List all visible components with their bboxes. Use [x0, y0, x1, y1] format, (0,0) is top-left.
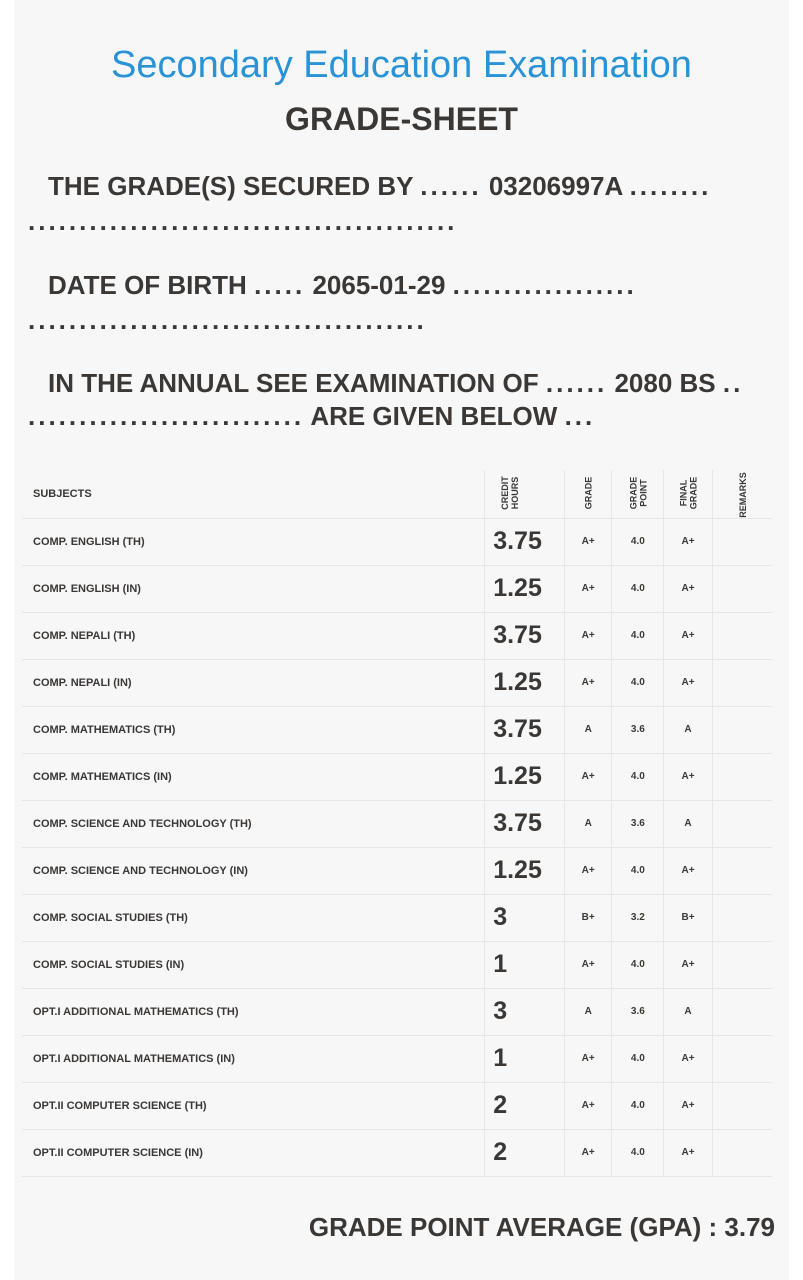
remarks-cell — [712, 659, 772, 706]
grade-point-cell: 3.6 — [612, 706, 664, 753]
final-grade-cell: A+ — [664, 1129, 712, 1176]
secured-by-line — [48, 171, 711, 202]
final-grade-cell: B+ — [664, 894, 712, 941]
grade-cell: B+ — [565, 894, 612, 941]
secured-by-dots-line: .......................................... — [28, 206, 458, 236]
table-row — [22, 988, 772, 1035]
remarks-cell — [712, 1129, 772, 1176]
grade-cell: A+ — [565, 612, 612, 659]
remarks-cell — [712, 518, 772, 565]
remarks-cell — [712, 1035, 772, 1082]
grade-point-cell: 4.0 — [612, 1035, 664, 1082]
grade-point-cell: 4.0 — [612, 941, 664, 988]
grade-point-cell: 4.0 — [612, 659, 664, 706]
grade-cell: A — [565, 706, 612, 753]
exam-trail-dots: .. — [722, 368, 744, 398]
remarks-cell — [712, 565, 772, 612]
credit-hours-cell: 3.75 — [485, 612, 565, 659]
header-final-grade-label: FINAL GRADE — [678, 476, 699, 510]
credit-hours-cell: 3.75 — [485, 800, 565, 847]
credit-hours-cell: 1.25 — [485, 565, 565, 612]
dob-label: DATE OF BIRTH — [48, 270, 247, 300]
grade-cell: A — [565, 988, 612, 1035]
dob-value: 2065-01-29 — [312, 270, 446, 300]
header-grade — [565, 470, 612, 518]
remarks-cell — [712, 894, 772, 941]
table-row — [22, 565, 772, 612]
grade-cell: A+ — [565, 847, 612, 894]
exam-line-2 — [28, 401, 595, 432]
exam-lead-dots: ...... — [545, 368, 608, 398]
table-row — [22, 1129, 772, 1176]
final-grade-cell: A+ — [664, 659, 712, 706]
final-grade-cell: A — [664, 706, 712, 753]
table-header-row — [22, 470, 772, 518]
grade-cell: A+ — [565, 565, 612, 612]
table-row — [22, 847, 772, 894]
subject-cell: COMP. SCIENCE AND TECHNOLOGY (TH) — [22, 800, 485, 847]
table-row — [22, 518, 772, 565]
table-row — [22, 941, 772, 988]
credit-hours-cell: 3 — [485, 988, 565, 1035]
grade-cell: A+ — [565, 659, 612, 706]
header-final-grade — [664, 470, 712, 518]
subject-cell: COMP. SOCIAL STUDIES (TH) — [22, 894, 485, 941]
table-row — [22, 706, 772, 753]
final-grade-cell: A+ — [664, 941, 712, 988]
credit-hours-cell: 3.75 — [485, 518, 565, 565]
grade-point-cell: 4.0 — [612, 565, 664, 612]
grade-cell: A+ — [565, 1035, 612, 1082]
header-credit-hours — [485, 470, 565, 518]
dob-lead-dots: ..... — [254, 270, 306, 300]
secured-by-trail-dots: ........ — [629, 171, 712, 201]
credit-hours-cell: 1 — [485, 1035, 565, 1082]
credit-hours-cell: 3 — [485, 894, 565, 941]
subject-cell: COMP. SOCIAL STUDIES (IN) — [22, 941, 485, 988]
page-subtitle: GRADE-SHEET — [285, 101, 518, 137]
table-row — [22, 1082, 772, 1129]
header-remarks — [712, 470, 772, 518]
gpa-summary: GRADE POINT AVERAGE (GPA) : 3.79 — [308, 1212, 775, 1242]
subject-cell: COMP. NEPALI (TH) — [22, 612, 485, 659]
exam-year: 2080 BS — [614, 368, 716, 398]
subject-cell: COMP. MATHEMATICS (TH) — [22, 706, 485, 753]
final-grade-cell: A+ — [664, 847, 712, 894]
exam-label: IN THE ANNUAL SEE EXAMINATION OF — [48, 368, 539, 398]
header-grade-point-label: GRADE POINT — [627, 476, 648, 510]
table-row — [22, 659, 772, 706]
grade-cell: A — [565, 800, 612, 847]
remarks-cell — [712, 847, 772, 894]
exam-line2-dots: ........................... — [28, 401, 305, 431]
table-row — [22, 612, 772, 659]
subject-cell: OPT.II COMPUTER SCIENCE (TH) — [22, 1082, 485, 1129]
page-title: Secondary Education Examination — [111, 44, 692, 86]
header-grade-label: GRADE — [583, 476, 594, 510]
grade-cell: A+ — [565, 753, 612, 800]
secured-by-label: THE GRADE(S) SECURED BY — [48, 171, 414, 201]
grade-cell: A+ — [565, 518, 612, 565]
header-credit-hours-label: CREDIT HOURS — [499, 476, 520, 510]
grade-point-cell: 3.6 — [612, 988, 664, 1035]
table-row — [22, 1035, 772, 1082]
final-grade-cell: A+ — [664, 1082, 712, 1129]
final-grade-cell: A — [664, 800, 712, 847]
final-grade-cell: A+ — [664, 753, 712, 800]
dob-line — [48, 270, 637, 301]
secured-by-lead-dots: ...... — [420, 171, 482, 201]
remarks-cell — [712, 753, 772, 800]
header-remarks-label: REMARKS — [737, 471, 748, 518]
given-below-trail-dots: ... — [564, 401, 596, 431]
header-grade-point — [612, 470, 664, 518]
grade-cell: A+ — [565, 941, 612, 988]
header-subjects: SUBJECTS — [22, 470, 485, 518]
subject-cell: COMP. SCIENCE AND TECHNOLOGY (IN) — [22, 847, 485, 894]
subject-cell: COMP. ENGLISH (IN) — [22, 565, 485, 612]
dob-dots-line: ....................................... — [28, 305, 427, 335]
credit-hours-cell: 1 — [485, 941, 565, 988]
grade-point-cell: 4.0 — [612, 847, 664, 894]
table-row — [22, 800, 772, 847]
final-grade-cell: A+ — [664, 1035, 712, 1082]
remarks-cell — [712, 988, 772, 1035]
credit-hours-cell: 1.25 — [485, 753, 565, 800]
grade-point-cell: 3.2 — [612, 894, 664, 941]
subject-cell: OPT.I ADDITIONAL MATHEMATICS (TH) — [22, 988, 485, 1035]
grade-cell: A+ — [565, 1082, 612, 1129]
given-below-text: ARE GIVEN BELOW — [310, 401, 558, 431]
subject-cell: OPT.I ADDITIONAL MATHEMATICS (IN) — [22, 1035, 485, 1082]
credit-hours-cell: 3.75 — [485, 706, 565, 753]
grade-point-cell: 4.0 — [612, 612, 664, 659]
grade-point-cell: 4.0 — [612, 1082, 664, 1129]
final-grade-cell: A+ — [664, 565, 712, 612]
subject-cell: OPT.II COMPUTER SCIENCE (IN) — [22, 1129, 485, 1176]
subject-cell: COMP. NEPALI (IN) — [22, 659, 485, 706]
credit-hours-cell: 1.25 — [485, 847, 565, 894]
final-grade-cell: A — [664, 988, 712, 1035]
subject-cell: COMP. ENGLISH (TH) — [22, 518, 485, 565]
grades-table — [22, 470, 772, 1177]
table-row — [22, 894, 772, 941]
credit-hours-cell: 1.25 — [485, 659, 565, 706]
credit-hours-cell: 2 — [485, 1129, 565, 1176]
grade-cell: A+ — [565, 1129, 612, 1176]
remarks-cell — [712, 706, 772, 753]
remarks-cell — [712, 1082, 772, 1129]
subject-cell: COMP. MATHEMATICS (IN) — [22, 753, 485, 800]
grade-point-cell: 4.0 — [612, 518, 664, 565]
dob-trail-dots: .................. — [452, 270, 637, 300]
table-row — [22, 753, 772, 800]
symbol-number: 03206997A — [488, 171, 623, 201]
remarks-cell — [712, 800, 772, 847]
remarks-cell — [712, 941, 772, 988]
grade-point-cell: 3.6 — [612, 800, 664, 847]
exam-line — [48, 368, 743, 399]
final-grade-cell: A+ — [664, 612, 712, 659]
credit-hours-cell: 2 — [485, 1082, 565, 1129]
final-grade-cell: A+ — [664, 518, 712, 565]
grade-point-cell: 4.0 — [612, 1129, 664, 1176]
remarks-cell — [712, 612, 772, 659]
grade-point-cell: 4.0 — [612, 753, 664, 800]
